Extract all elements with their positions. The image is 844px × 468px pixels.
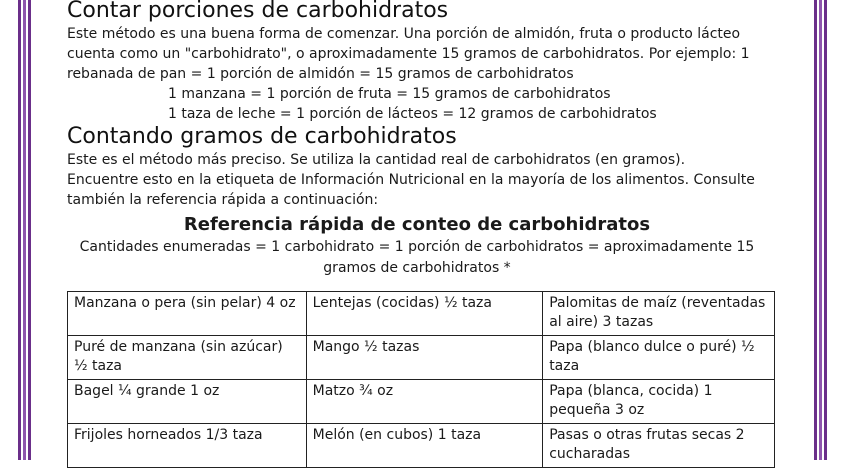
- table-cell: Puré de manzana (sin azúcar) ½ taza: [68, 336, 307, 380]
- example-line-milk: 1 taza de leche = 1 porción de lácteos = 12 gramos de carbohidratos: [168, 106, 657, 122]
- table-cell: Bagel ¼ grande 1 oz: [68, 380, 307, 424]
- table-cell: Frijoles horneados 1/3 taza: [68, 424, 307, 468]
- section-heading-grams: Contando gramos de carbohidratos: [67, 124, 457, 149]
- reference-subtitle-text: Cantidades enumeradas = 1 carbohidrato = 1 porción de carbohidratos = aproximadamente 15 gramos de carbohidratos *: [79, 239, 755, 276]
- decorative-border-right: [814, 0, 826, 460]
- table-row: [68, 380, 775, 424]
- table-row: [68, 336, 775, 380]
- table-cell: Matzo ¾ oz: [306, 380, 543, 424]
- section-paragraph-grams: Este es el método más preciso. Se utiliza la cantidad real de carbohidratos (en gramos). Encuentre esto en la etiqueta de Información Nutricional en la mayoría de los alimentos. Consulte también la referencia rápida a continuación:: [67, 152, 755, 208]
- reference-title: Referencia rápida de conteo de carbohidratos: [183, 214, 651, 235]
- reference-subtitle: [67, 237, 767, 279]
- table-cell: Papa (blanco dulce o puré) ½ taza: [543, 336, 775, 380]
- reference-table: [67, 291, 775, 468]
- table-cell: Lentejas (cocidas) ½ taza: [306, 292, 543, 336]
- table-cell: Papa (blanca, cocida) 1 pequeña 3 oz: [543, 380, 775, 424]
- table-cell: Mango ½ tazas: [306, 336, 543, 380]
- table-cell: Manzana o pera (sin pelar) 4 oz: [68, 292, 307, 336]
- table-row: [68, 424, 775, 468]
- section-paragraph-portions: Este método es una buena forma de comenzar. Una porción de almidón, fruta o producto lácteo cuenta como un "carbohidrato", o aproximadamente 15 gramos de carbohidratos. Por ejemplo: 1 rebanada de pan = 1 porción de almidón = 15 gramos de carbohidratos: [67, 26, 750, 82]
- table-cell: Melón (en cubos) 1 taza: [306, 424, 543, 468]
- document-content: [67, 0, 767, 279]
- table-cell: Palomitas de maíz (reventadas al aire) 3 tazas: [543, 292, 775, 336]
- table-row: [68, 292, 775, 336]
- section-heading-portions: Contar porciones de carbohidratos: [67, 0, 449, 23]
- example-line-apple: 1 manzana = 1 porción de fruta = 15 gramos de carbohidratos: [168, 86, 611, 102]
- decorative-border-left: [18, 0, 30, 460]
- table-cell: Pasas o otras frutas secas 2 cucharadas: [543, 424, 775, 468]
